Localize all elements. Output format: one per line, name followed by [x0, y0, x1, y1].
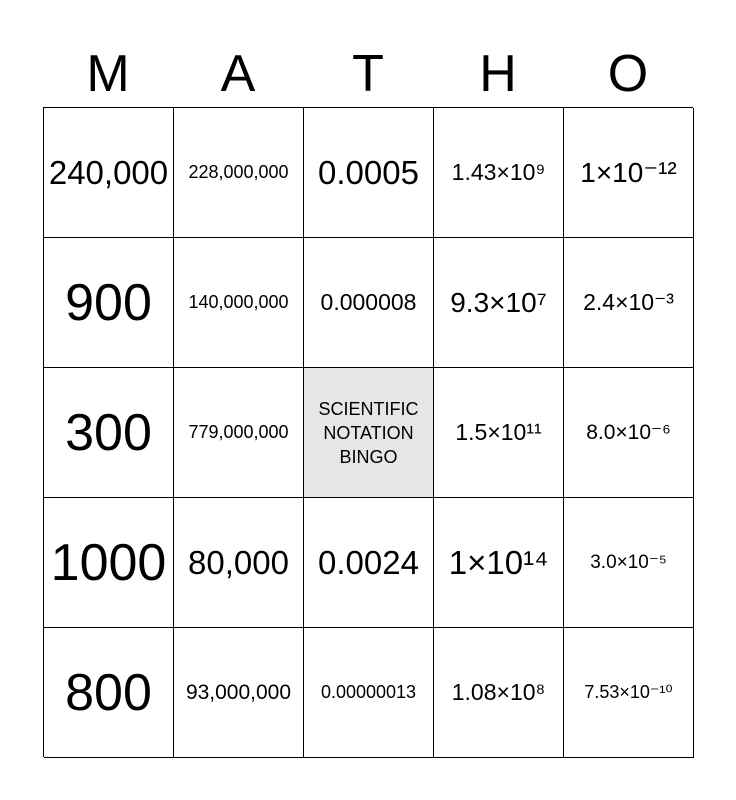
bingo-card-grid — [43, 107, 693, 757]
bingo-cell[interactable]: 300 — [44, 368, 174, 498]
bingo-cell[interactable]: 8.0×10⁻⁶ — [564, 368, 694, 498]
bingo-cell[interactable]: 140,000,000 — [174, 238, 304, 368]
bingo-cell[interactable]: 240,000 — [44, 108, 174, 238]
bingo-cell[interactable]: 779,000,000 — [174, 368, 304, 498]
bingo-cell[interactable]: 2.4×10⁻³ — [564, 238, 694, 368]
bingo-cell[interactable]: 1×10¹⁴ — [434, 498, 564, 628]
bingo-cell[interactable]: 1.08×10⁸ — [434, 628, 564, 758]
header-letter-h: H — [479, 45, 517, 103]
bingo-header — [43, 42, 693, 106]
bingo-cell[interactable]: 228,000,000 — [174, 108, 304, 238]
header-letter-a: A — [220, 45, 256, 103]
bingo-cell[interactable]: 3.0×10⁻⁵ — [564, 498, 694, 628]
bingo-cell[interactable]: 80,000 — [174, 498, 304, 628]
header-letter-t: T — [352, 45, 384, 103]
bingo-cell[interactable]: 9.3×10⁷ — [434, 238, 564, 368]
bingo-cell[interactable]: 93,000,000 — [174, 628, 304, 758]
bingo-cell[interactable]: 1.5×10¹¹ — [434, 368, 564, 498]
header-letter-o: O — [607, 45, 649, 103]
bingo-cell[interactable]: 0.0005 — [304, 108, 434, 238]
bingo-cell[interactable]: 0.0024 — [304, 498, 434, 628]
bingo-cell[interactable]: 1×10⁻¹² — [564, 108, 694, 238]
bingo-cell[interactable]: 1.43×10⁹ — [434, 108, 564, 238]
bingo-cell[interactable]: 7.53×10⁻¹⁰ — [564, 628, 694, 758]
bingo-cell[interactable]: 800 — [44, 628, 174, 758]
free-space-cell: SCIENTIFIC NOTATION BINGO — [304, 368, 434, 498]
header-letter-m: M — [86, 45, 130, 103]
bingo-cell[interactable]: 900 — [44, 238, 174, 368]
bingo-cell[interactable]: 1000 — [44, 498, 174, 628]
bingo-cell[interactable]: 0.000008 — [304, 238, 434, 368]
bingo-cell[interactable]: 0.00000013 — [304, 628, 434, 758]
